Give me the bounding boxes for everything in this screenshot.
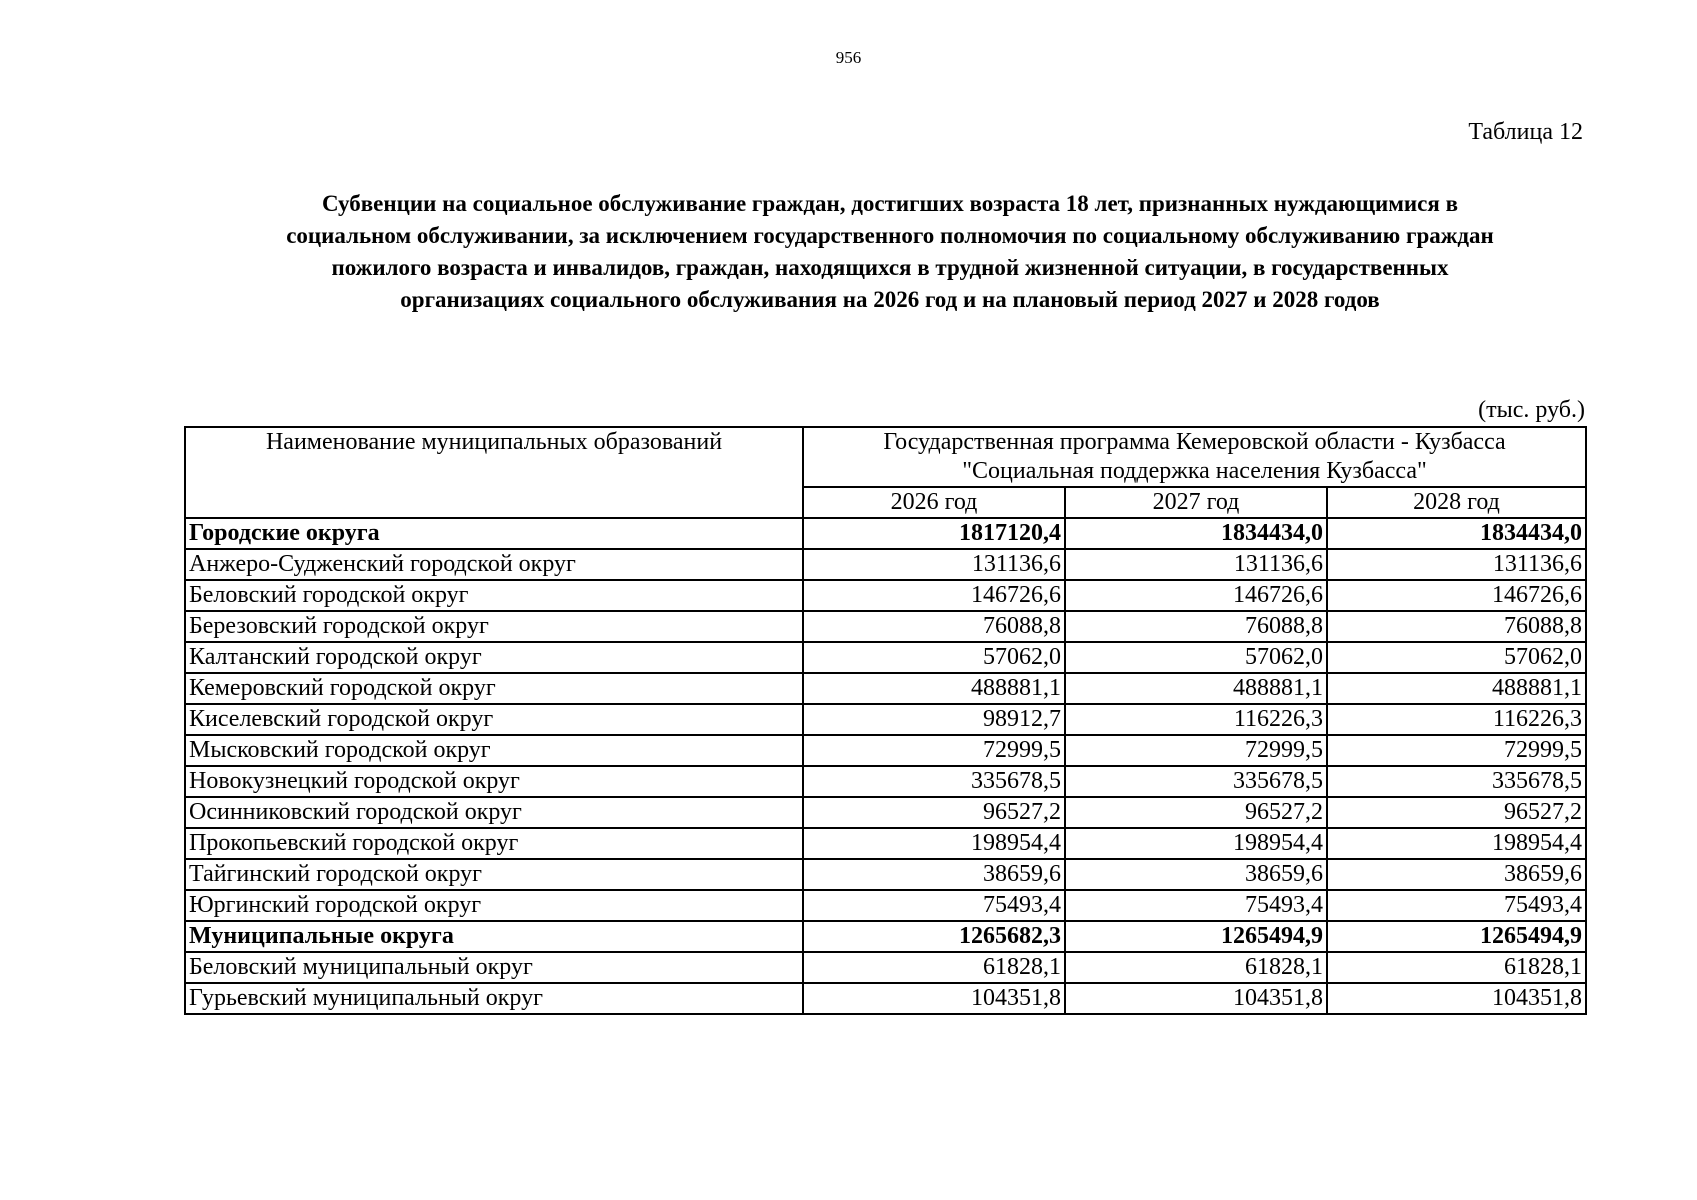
- value-2027-cell: 116226,3: [1065, 704, 1327, 735]
- row-name-cell: Анжеро-Судженский городской округ: [185, 549, 803, 580]
- document-title: [180, 188, 1600, 316]
- value-2027-cell: 131136,6: [1065, 549, 1327, 580]
- year-header-2026: 2026 год: [803, 487, 1065, 518]
- value-2026-cell: 1265682,3: [803, 921, 1065, 952]
- row-name-cell: Новокузнецкий городской округ: [185, 766, 803, 797]
- value-2027-cell: 1834434,0: [1065, 518, 1327, 549]
- units-label: (тыс. руб.): [1478, 397, 1585, 423]
- value-2028-cell: 198954,4: [1327, 828, 1586, 859]
- value-2028-cell: 76088,8: [1327, 611, 1586, 642]
- table-row: [185, 952, 1586, 983]
- value-2026-cell: 131136,6: [803, 549, 1065, 580]
- value-2026-cell: 488881,1: [803, 673, 1065, 704]
- value-2027-cell: 104351,8: [1065, 983, 1327, 1014]
- value-2028-cell: 38659,6: [1327, 859, 1586, 890]
- value-2026-cell: 61828,1: [803, 952, 1065, 983]
- table-row: [185, 673, 1586, 704]
- title-line: пожилого возраста и инвалидов, граждан, находящихся в трудной жизненной ситуации, в государственных: [331, 255, 1449, 280]
- value-2028-cell: 1265494,9: [1327, 921, 1586, 952]
- row-name-cell: Кемеровский городской округ: [185, 673, 803, 704]
- value-2028-cell: 488881,1: [1327, 673, 1586, 704]
- value-2028-cell: 1834434,0: [1327, 518, 1586, 549]
- year-header-2028: 2028 год: [1327, 487, 1586, 518]
- table-label: Таблица 12: [1468, 119, 1583, 145]
- program-header-line: "Социальная поддержка населения Кузбасса": [962, 458, 1427, 484]
- value-2027-cell: 488881,1: [1065, 673, 1327, 704]
- table-row: [185, 704, 1586, 735]
- value-2028-cell: 96527,2: [1327, 797, 1586, 828]
- value-2027-cell: 146726,6: [1065, 580, 1327, 611]
- row-name-cell: Беловский городской округ: [185, 580, 803, 611]
- program-header: [803, 427, 1586, 487]
- value-2028-cell: 116226,3: [1327, 704, 1586, 735]
- value-2028-cell: 146726,6: [1327, 580, 1586, 611]
- table-row: [185, 549, 1586, 580]
- value-2026-cell: 198954,4: [803, 828, 1065, 859]
- subvention-table: [184, 426, 1587, 1015]
- value-2026-cell: 96527,2: [803, 797, 1065, 828]
- value-2027-cell: 335678,5: [1065, 766, 1327, 797]
- table-row: [185, 518, 1586, 549]
- value-2026-cell: 1817120,4: [803, 518, 1065, 549]
- value-2027-cell: 72999,5: [1065, 735, 1327, 766]
- title-line: организациях социального обслуживания на 2026 год и на плановый период 2027 и 2028 годов: [400, 287, 1380, 312]
- value-2028-cell: 57062,0: [1327, 642, 1586, 673]
- value-2027-cell: 198954,4: [1065, 828, 1327, 859]
- row-name-cell: Киселевский городской округ: [185, 704, 803, 735]
- value-2026-cell: 38659,6: [803, 859, 1065, 890]
- value-2027-cell: 61828,1: [1065, 952, 1327, 983]
- value-2027-cell: 57062,0: [1065, 642, 1327, 673]
- table-row: [185, 611, 1586, 642]
- row-name-cell: Мысковский городской округ: [185, 735, 803, 766]
- table-row: [185, 642, 1586, 673]
- value-2028-cell: 72999,5: [1327, 735, 1586, 766]
- row-name-cell: Муниципальные округа: [185, 921, 803, 952]
- table-row: [185, 828, 1586, 859]
- value-2027-cell: 1265494,9: [1065, 921, 1327, 952]
- row-name-cell: Тайгинский городской округ: [185, 859, 803, 890]
- row-name-cell: Гурьевский муниципальный округ: [185, 983, 803, 1014]
- title-line: социальном обслуживании, за исключением государственного полномочия по социальному обслуживанию граждан: [286, 223, 1494, 248]
- value-2027-cell: 38659,6: [1065, 859, 1327, 890]
- row-name-cell: Беловский муниципальный округ: [185, 952, 803, 983]
- row-name-cell: Осинниковский городской округ: [185, 797, 803, 828]
- row-name-cell: Калтанский городской округ: [185, 642, 803, 673]
- value-2028-cell: 61828,1: [1327, 952, 1586, 983]
- row-name-cell: Городские округа: [185, 518, 803, 549]
- table-row: [185, 766, 1586, 797]
- table-row: [185, 859, 1586, 890]
- title-line: Субвенции на социальное обслуживание граждан, достигших возраста 18 лет, признанных нуждающимися в: [321, 191, 1458, 216]
- program-header-line: Государственная программа Кемеровской области - Кузбасса: [883, 429, 1506, 455]
- value-2026-cell: 98912,7: [803, 704, 1065, 735]
- value-2027-cell: 96527,2: [1065, 797, 1327, 828]
- value-2026-cell: 146726,6: [803, 580, 1065, 611]
- value-2028-cell: 104351,8: [1327, 983, 1586, 1014]
- value-2028-cell: 335678,5: [1327, 766, 1586, 797]
- year-header-2027: 2027 год: [1065, 487, 1327, 518]
- table-row: [185, 797, 1586, 828]
- value-2028-cell: 131136,6: [1327, 549, 1586, 580]
- value-2026-cell: 104351,8: [803, 983, 1065, 1014]
- value-2026-cell: 335678,5: [803, 766, 1065, 797]
- page-number: 956: [835, 48, 862, 67]
- table-row: [185, 890, 1586, 921]
- value-2026-cell: 75493,4: [803, 890, 1065, 921]
- name-column-header: Наименование муниципальных образований: [185, 427, 803, 518]
- table-row: [185, 983, 1586, 1014]
- row-name-cell: Юргинский городской округ: [185, 890, 803, 921]
- value-2027-cell: 75493,4: [1065, 890, 1327, 921]
- table-row: [185, 735, 1586, 766]
- value-2027-cell: 76088,8: [1065, 611, 1327, 642]
- table-row: [185, 580, 1586, 611]
- row-name-cell: Прокопьевский городской округ: [185, 828, 803, 859]
- value-2026-cell: 72999,5: [803, 735, 1065, 766]
- value-2026-cell: 57062,0: [803, 642, 1065, 673]
- table-body: [185, 518, 1586, 1014]
- row-name-cell: Березовский городской округ: [185, 611, 803, 642]
- value-2026-cell: 76088,8: [803, 611, 1065, 642]
- table-row: [185, 921, 1586, 952]
- value-2028-cell: 75493,4: [1327, 890, 1586, 921]
